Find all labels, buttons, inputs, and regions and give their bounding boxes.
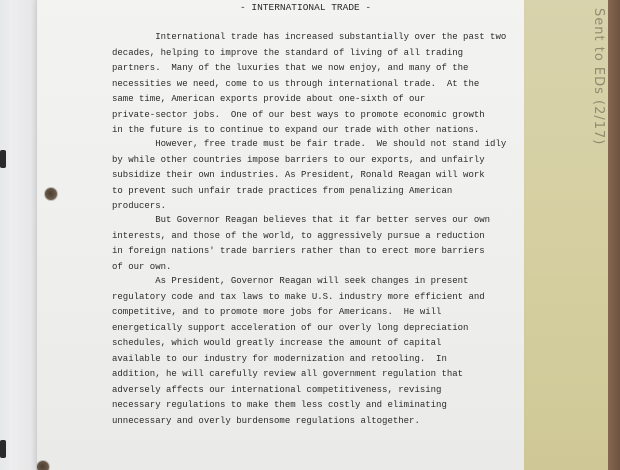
text-line: to prevent such unfair trade practices from penalizing American [112, 185, 453, 196]
text-line: International trade has increased substantially over the past two [112, 32, 507, 42]
text-line: necessities we need, come to us through international trade. At the [112, 78, 480, 89]
paragraph-2 [112, 137, 506, 215]
text-line: in the future is to continue to expand our trade with other nations. [112, 125, 480, 135]
text-line: competitive, and to promote more jobs for Americans. He will [112, 307, 442, 317]
page-title: - INTERNATIONAL TRADE - [240, 2, 372, 13]
text-line: partners. Many of the luxuries that we now enjoy, and many of the [112, 63, 469, 73]
text-line: interests, and those of the world, to aggressively pursue a reduction [112, 230, 485, 241]
text-line: unnecessary and overly burdensome regulations altogether. [112, 415, 420, 426]
text-line: of our own. [112, 261, 172, 272]
text-line: by while other countries impose barriers to our exports, and unfairly [112, 154, 485, 165]
punch-hole [36, 460, 50, 470]
handwritten-margin-note: Sent to EDs (2/17) [591, 8, 606, 146]
binder-ring-mark [0, 440, 6, 458]
text-line: decades, helping to improve the standard of living of all trading [112, 47, 464, 58]
desk-background [606, 0, 620, 470]
text-line: energetically support acceleration of our overly long depreciation [112, 322, 469, 333]
text-line: regulatory code and tax laws to make U.S. industry more efficient and [112, 291, 485, 302]
paragraph-1 [112, 30, 506, 139]
text-line: producers. [112, 201, 167, 211]
text-line: addition, he will carefully review all government regulation that [112, 369, 464, 379]
text-line: As President, Governor Reagan will seek changes in present [112, 276, 469, 286]
text-line: schedules, which would greatly increase the amount of capital [112, 338, 442, 348]
text-line: in foreign nations' trade barriers rather than to erect more barriers [112, 246, 485, 256]
paragraph-4 [112, 274, 485, 429]
text-line: But Governor Reagan believes that it far better serves our own [112, 215, 491, 225]
binder-ring-mark [0, 150, 6, 168]
text-line: However, free trade must be fair trade. We should not stand idly [112, 139, 507, 149]
text-line: subsidize their own industries. As President, Ronald Reagan will work [112, 170, 485, 180]
text-line: available to our industry for modernization and retooling. In [112, 353, 447, 364]
text-line: same time, American exports provide about one-sixth of our [112, 94, 426, 104]
text-line: adversely affects our international competitiveness, revising [112, 384, 442, 395]
paragraph-3 [112, 213, 490, 275]
punch-hole [44, 187, 58, 201]
text-line: necessary regulations to make them less costly and eliminating [112, 400, 447, 410]
text-line: private-sector jobs. One of our best ways to promote economic growth [112, 109, 485, 120]
